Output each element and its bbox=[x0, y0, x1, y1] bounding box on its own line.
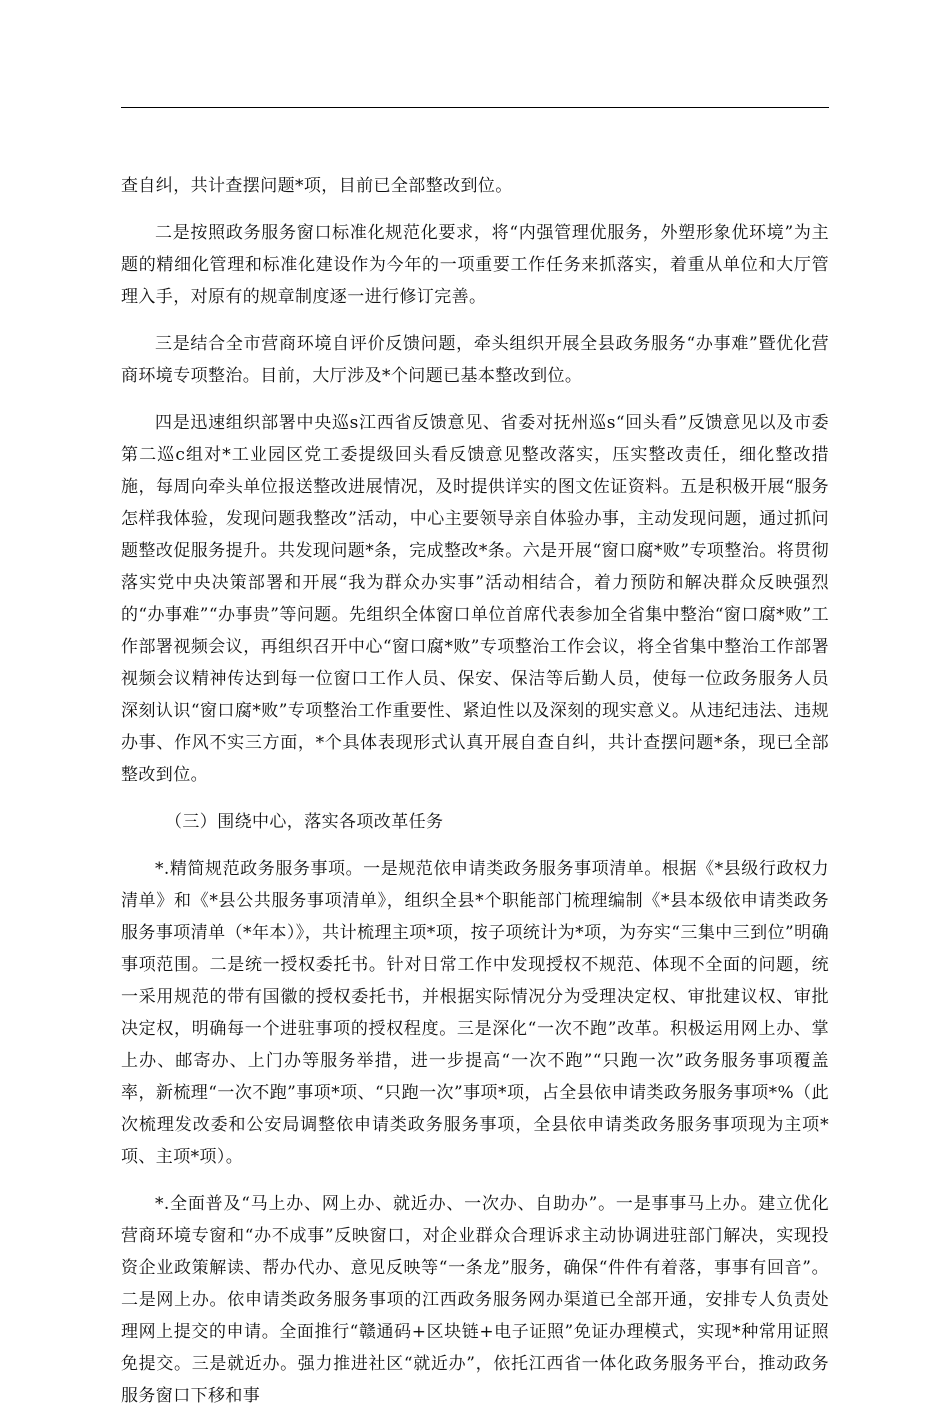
paragraph-item-three: 三是结合全市营商环境自评价反馈问题，牵头组织开展全县政务服务“办事难”暨优化营商环境专项整治。目前，大厅涉及*个问题已基本整改到位。 bbox=[121, 334, 829, 386]
paragraph-item-two: 二是按照政务服务窗口标准化规范化要求，将“内强管理优服务，外塑形象优环境”为主题的精细化管理和标准化建设作为今年的一项重要工作任务来抓落实，着重从单位和大厅管理入手，对原有的规章制度逐一进行修订完善。 bbox=[121, 223, 829, 307]
paragraph-full-coverage: *.全面普及“马上办、网上办、就近办、一次办、自助办”。一是事事马上办。建立优化营商环境专窗和“办不成事”反映窗口，对企业群众合理诉求主动协调进驻部门解决，实现投资企业政策解读、帮办代办、意见反映等“一条龙”服务，确保“件件有着落，事事有回音”。二是网上办。依申请类政务服务事项的江西政务服务网办渠道已全部开通，安排专人负责处理网上提交的申请。全面推行“赣通码+区块链+电子证照”免证办理模式，实现*种常用证照免提交。三是就近办。强力推进社区“就近办”，依托江西省一体化政务服务平台，推动政务服务窗口下移和事 bbox=[121, 1194, 829, 1406]
section-heading: （三）围绕中心，落实各项改革任务 bbox=[165, 812, 444, 832]
paragraph-item-four: 四是迅速组织部署中央巡s江西省反馈意见、省委对抚州巡s“回头看”反馈意见以及市委第二巡c组对*工业园区党工委提级回头看反馈意见整改落实，压实整改责任，细化整改措施，每周向牵头单位报送整改进展情况，及时提供详实的图文佐证资料。五是积极开展“服务怎样我体验，发现问题我整改”活动，中心主要领导亲自体验办事，主动发现问题，通过抓问题整改促服务提升。共发现问题*条，完成整改*条。六是开展“窗口腐*败”专项整治。将贯彻落实党中央决策部署和开展“我为群众办实事”活动相结合，着力预防和解决群众反映强烈的“办事难”“办事贵”等问题。先组织全体窗口单位首席代表参加全省集中整治“窗口腐*败”工作部署视频会议，再组织召开中心“窗口腐*败”专项整治工作会议，将全省集中整治工作部署视频会议精神传达到每一位窗口工作人员、保安、保洁等后勤人员，使每一位政务服务人员深刻认识“窗口腐*败”专项整治工作重要性、紧迫性以及深刻的现实意义。从违纪违法、违规办事、作风不实三方面，*个具体表现形式认真开展自查自纠，共计查摆问题*条，现已全部整改到位。 bbox=[121, 413, 830, 785]
paragraph-simplify-services: *.精简规范政务服务事项。一是规范依申请类政务服务事项清单。根据《*县级行政权力清单》和《*县公共服务事项清单》，组织全县*个职能部门梳理编制《*县本级依申请类政务服务事项清单（*年本）》，共计梳理主项*项，按子项统计为*项，为夯实“三集中三到位”明确事项范围。二是统一授权委托书。针对日常工作中发现授权不规范、体现不全面的问题，统一采用规范的带有国徽的授权委托书，并根据实际情况分为受理决定权、审批建议权、审批决定权，明确每一个进驻事项的授权程度。三是深化“一次不跑”改革。积极运用网上办、掌上办、邮寄办、上门办等服务举措，进一步提高“一次不跑”“只跑一次”政务服务事项覆盖率，新梳理“一次不跑”事项*项、“只跑一次”事项*项，占全县依申请类政务服务事项*%（此次梳理发改委和公安局调整依申请类政务服务事项，全县依申请类政务服务事项现为主项*项、主项*项）。 bbox=[121, 859, 829, 1167]
document-body bbox=[121, 170, 829, 1427]
paragraph-continuation: 查自纠，共计查摆问题*项，目前已全部整改到位。 bbox=[121, 176, 513, 196]
header-rule bbox=[121, 107, 829, 108]
